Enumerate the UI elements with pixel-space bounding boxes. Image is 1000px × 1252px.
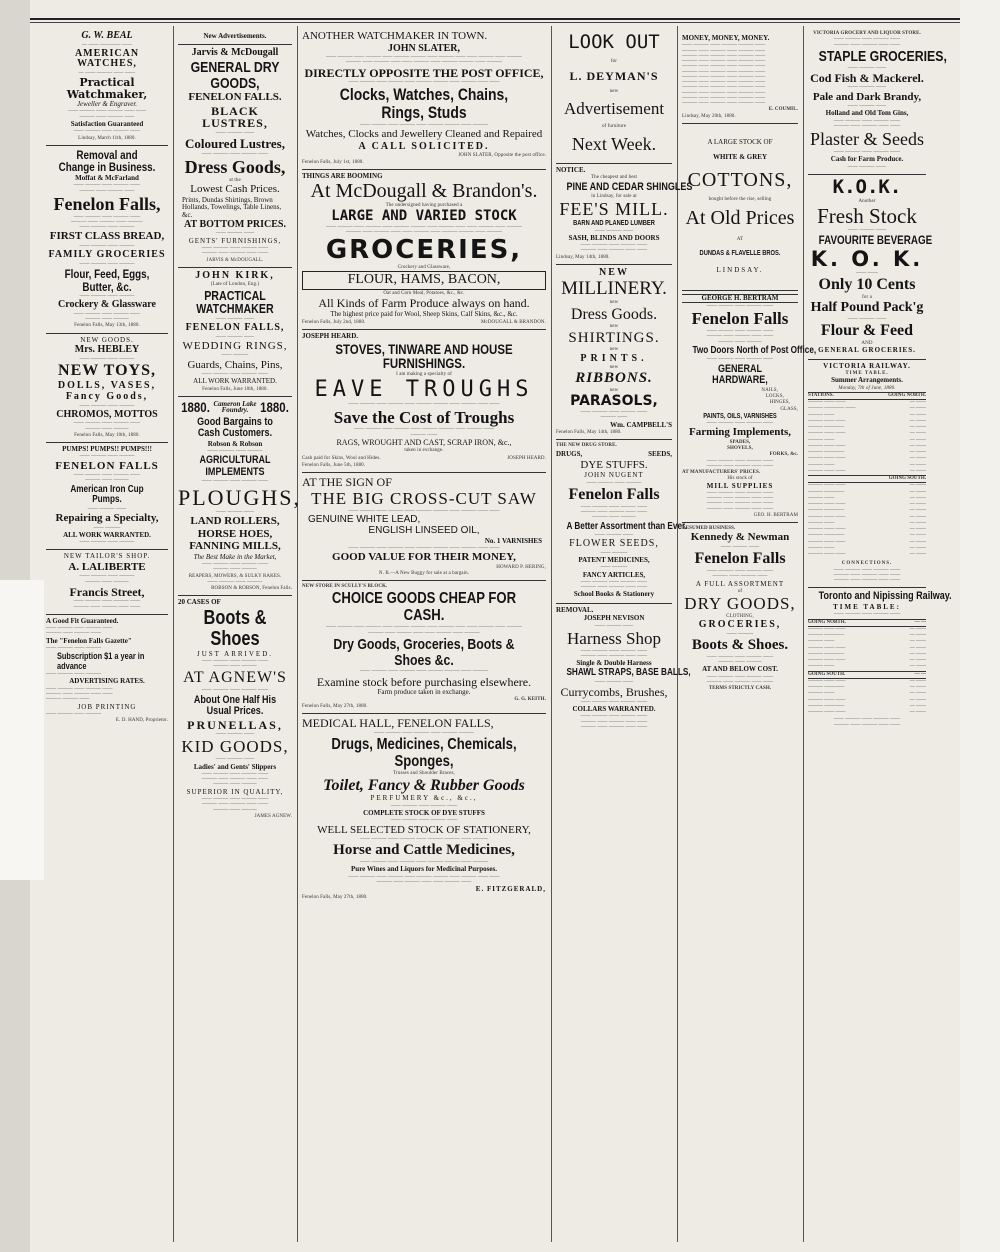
ad-line: SUPERIOR IN QUALITY, (186, 787, 284, 796)
ad-line: CONNECTIONS. (841, 561, 893, 567)
ad-line: FEE'S MILL. (559, 199, 669, 220)
ad-line: FIRST CLASS BREAD, (49, 230, 165, 243)
ad-line: DRY GOODS, (684, 594, 796, 614)
ad-line: E. D. HAND, Proprietor. (115, 718, 168, 724)
ad-line: MEDICAL HALL, FENELON FALLS, (302, 715, 494, 730)
ad-agnew-boots: 20 CASES OF Boots & Shoes JUST ARRIVED. —— ——— —— ——— —— ——— —— ——— AT AGNEW'S —— ——— —— ——— —— About One Half His Usual Prices. PRUNELLAS, —— ——— —— KID GOODS, —— ——— —— Ladies' and Gents' Slippers —— ——— —— ——— —— ——— —— ——— —— —— ——— —— ——— SUPERIOR IN QUALITY, —— ——— —— ——— —— ——— —— ——— —— —— ——— —— ——— JAMES AGNEW. (178, 598, 292, 819)
ad-line: VICTORIA RAILWAY. (823, 361, 911, 370)
ad-line: FAVOURITE BEVERAGE (818, 233, 933, 248)
ad-date: Fenelon Falls, May 27th, 1880. (302, 894, 368, 900)
ad-line: L. DEYMAN'S (569, 69, 659, 84)
ad-line: Dress Goods. (570, 305, 658, 323)
ad-line: MILL SUPPLIES (706, 481, 774, 490)
ad-line: JOSEPH NEVISON (583, 614, 645, 623)
ad-line: AT THE SIGN OF (302, 475, 392, 490)
ad-bertram-hardware: GEORGE H. BERTRAM —— ——— —— ——— —— Fenelon Falls —— ——— —— ——— —— ——— —— ——— —— —— ——— —— ——— Two Doors North of Post Office, —— ——— —— ——— —— GENERAL HARDWARE, NAILS, LOCKS, HINGES, GLASS, PAINTS, OILS, VARNISHES —— ——— —— ——— —— Farming Implements, SPADES, SHOVELS, FORKS, &c. —— ——— —— ——— —— ——— —— ——— —— —— AT MANUFACTURERS' PRICES. His stock of MILL SUPPLIES —— ——— —— ——— —— ——— —— ——— —— —— ——— —— ——— —— —— ——— —— ——— —— —— GEO. H. BERTRAM (682, 291, 798, 524)
ad-line: JOHN NUGENT (584, 471, 644, 480)
ad-line: Save the Cost of Troughs (333, 407, 515, 427)
ad-line: Farming Implements, (688, 426, 792, 439)
ad-line: The undersigned having purchased a (385, 203, 463, 209)
ad-line: GOOD VALUE FOR THEIR MONEY, (332, 551, 516, 564)
ad-line: AT BOTTOM PRICES. (184, 218, 286, 230)
ad-line: Fenelon Falls, (53, 193, 161, 214)
ad-line: K.O.K. (832, 175, 902, 198)
ad-line: PARASOLS, (570, 393, 658, 410)
ad-beal-watches: G. W. BEAL — —— ———— —— AMERICAN WATCHES, — —— ——— —— —— Practical Watchmaker, Jeweller & Engraver. —— ——— —— ——— —— —— ——— —— ——— —— Satisfaction Guaranteed —— ——— —— ——— —— Lindsay, March 11th, 1880. (46, 28, 168, 146)
column-4 (552, 28, 693, 1242)
ad-line: PERFUMERY &c., &c., (370, 794, 478, 803)
ad-keith-scully-block: NEW STORE IN SCULLY'S BLOCK. CHOICE GOODS CHEAP FOR CASH. —— ——— —— ——— —— ——— ——— —— ——— —— —— ——— —— ——— ——— —— ——— —— —— ——— —— ——— Dry Goods, Groceries, Boots & Shoes &c. —— ——— —— ——— —— ——— ——— —— ——— Examine stock before purchasing elsewhere. Farm produce taken in exchange. G. G. KEITH. Fenelon Falls, May 27th, 1880. (302, 581, 546, 714)
ad-line: Wm. CAMPBELL'S (610, 420, 672, 429)
ad-line: Boots & Shoes. (691, 637, 789, 654)
ad-line: PLOUGHS, (178, 484, 301, 510)
ad-line: CHROMOS, MOTTOS (56, 408, 158, 420)
ad-date: Fenelon Falls, May 13th, 1880. (74, 323, 140, 329)
ad-line: Toronto and Nipissing Railway. (818, 590, 952, 603)
ad-date: Fenelon Falls, May 14th, 1880. (556, 430, 622, 435)
ad-line: VICTORIA GROCERY AND LIQUOR STORE. (813, 31, 921, 36)
ad-line: K. O. K. (810, 247, 924, 272)
ad-joseph-heard: JOSEPH HEARD. STOVES, TINWARE AND HOUSE FURNISHINGS. I am making a specialty of EAVE TROUGHS —— ——— —— ——— —— ——— ——— —— ——— —— —— Save the Cost of Troughs —— ——— —— ——— —— ——— ——— —— ——— —— ——— —— RAGS, WROUGHT AND CAST, SCRAP IRON, &c., taken in exchange. Cash paid for Skins, Wool and Hides. JOSEPH HEARD. Fenelon Falls, June 5th, 1880. (302, 330, 546, 473)
ad-jarvis-mcdougall: Jarvis & McDougall GENERAL DRY GOODS, FENELON FALLS. BLACK LUSTRES, —— ——— —— Coloured Lustres, —— ——— —— ——— —— Dress Goods, at the Lowest Cash Prices. Prints, Dundas Shirtings, Brown Hollands, Towelings, Table Linens, &c. AT BOTTOM PRICES. —— ——— —— GENTS' FURNISHINGS, —— ——— —— ——— —— ——— —— ——— —— —— JARVIS & McDOUGALL. (178, 45, 292, 267)
ad-line: JOSEPH HEARD. (302, 332, 359, 341)
ad-line: PINE AND CEDAR SHINGLES (566, 180, 693, 193)
ad-line: FENELON FALLS, (185, 322, 285, 334)
ad-line: ALL WORK WARRANTED. (193, 377, 277, 386)
ad-line: bought before the rise, selling (708, 196, 772, 202)
ad-line: FORKS, &c. (769, 452, 798, 458)
railway-timetable: STATIONS. GOING NORTH. ——— —— —— — —— ——— ———— —— — —— ——— —— — —— ——— —— —— — —— ——— ———— — —— ——— —— —— — —— ——— —— — —— ——— —— —— — —— ——— ———— — —— ——— —— —— — —— ——— —— — —— ——— —— —— — —— GOING SOUTH. ——— —— —— — —— ——— ———— — —— ——— —— — —— ——— —— —— — —— ——— ———— — —— ——— —— —— — —— ——— —— — —— ——— —— —— — —— ——— ———— — —— ——— —— —— — —— ——— —— — —— ——— —— —— — —— (808, 392, 926, 558)
ad-line: AT AGNEW'S (183, 669, 287, 687)
ad-line: The cheapest and best (590, 175, 638, 181)
ad-line: HOWARD P. HERING, (496, 564, 546, 570)
ad-line: Fancy Goods, (65, 391, 149, 403)
ad-line: Ladies' and Gents' Slippers (193, 762, 277, 771)
ad-line: of furniture (601, 123, 627, 129)
ad-line: REMOVAL. (556, 605, 594, 614)
ad-line: CHOICE GOODS CHEAP FOR CASH. (331, 589, 517, 624)
ad-line: ANOTHER WATCHMAKER IN TOWN. (302, 30, 488, 42)
ad-line: The highest price paid for Wool, Sheep Skins, Calf Skins, &c., &c. (330, 309, 518, 318)
ad-line: DOLLS, VASES, (57, 379, 157, 391)
ad-line: THE NEW DRUG STORE. (556, 443, 617, 449)
ad-line: AT (736, 236, 744, 242)
ad-line: DUNDAS & FLAVELLE BROS. (699, 250, 781, 258)
ad-line: GEORGE H. BERTRAM (682, 294, 798, 303)
ad-line: LARGE AND VARIED STOCK (331, 208, 517, 225)
ad-line: Holland and Old Tom Gins, (825, 109, 909, 118)
going-north-header: GOING NORTH. (808, 619, 846, 625)
ad-line: GENERAL DRY GOODS, (190, 58, 280, 92)
ad-date: Fenelon Falls, May 27th, 1880. (302, 703, 368, 709)
ad-date: Fenelon Falls, June 5th, 1880. (302, 462, 366, 468)
ad-date: Lindsay, March 11th, 1880. (78, 135, 136, 141)
ad-line: At Old Prices (685, 206, 795, 229)
ad-line: COMPLETE STOCK OF DYE STUFFS (363, 809, 485, 818)
ad-line: WHITE & GREY (712, 153, 768, 162)
ad-line: Coloured Lustres, (185, 136, 285, 152)
ad-line: LOCKS, (765, 394, 784, 399)
ad-line: Practical Watchmaker, (66, 76, 148, 101)
ad-line: Two Doors North of Post Office, (692, 344, 817, 356)
ad-line: Good Bargains to Cash Customers. (197, 415, 273, 440)
ad-line: The "Fenelon Falls Gazette" (46, 636, 132, 645)
ad-line: JOHN SLATER, (387, 42, 461, 54)
ad-heading: NEW TAILOR'S SHOP. (63, 552, 151, 561)
ad-line: Robson & Robson (207, 439, 263, 448)
ad-line: CLOTHING, (726, 614, 754, 620)
ad-line: Dress Goods, (184, 157, 286, 178)
ad-line: taken in exchange. (404, 448, 444, 454)
ad-line: FLOUR, HAMS, BACON, (302, 271, 546, 290)
ad-line: WELL SELECTED STOCK OF STATIONERY, (317, 823, 531, 836)
ad-line: Cod Fish & Mackerel. (810, 70, 924, 85)
ad-line: Crockery and Glassware, (397, 264, 451, 270)
ad-line: Dry Goods, Groceries, Boots & Shoes &c. (333, 635, 515, 669)
top-rule-thin (30, 22, 970, 23)
ad-pumps: PUMPS! PUMPS!! PUMPS!!! —— ——— —— ——— FENELON FALLS —— ——— —— ——— —— ——— —— ——— American Iron Cup Pumps. —— ——— —— Repairing a Specialty, —— ——— ALL WORK WARRANTED. —— ——— —— ——— (46, 443, 168, 550)
ad-fees-mill: NOTICE. The cheapest and best PINE AND CEDAR SHINGLES in Lindsay, for sale at FEE'S MILL. BARN AND PLANED LUMBER —— ——— —— SASH, BLINDS AND DOORS —— ——— —— ——— —— ——— —— ——— —— —— Lindsay, May 14th, 1880. (556, 164, 672, 265)
ad-line: A FULL ASSORTMENT (695, 579, 785, 588)
ad-line: COTTONS, (687, 168, 793, 191)
ad-laliberte-tailor: NEW TAILOR'S SHOP. A. LALIBERTE —— ——— —— ——— ——— —— ——— Francis Street, —— ——— —— ——— —— ——— —— ——— —— —— (46, 550, 168, 614)
ad-line: Flour & Feed (820, 322, 914, 340)
nipissing-timetable: GOING NORTH. — — ——— —— —— — —— ——— ———— — —— ——— —— — —— ——— —— —— — —— ——— ———— — —— ——— —— —— — —— ——— —— — —— GOING SOUTH. — — ——— —— —— — —— ——— ———— — —— ——— —— — —— ——— —— —— — —— ——— ———— — —— ——— —— —— — —— (808, 619, 926, 716)
ad-line: Plaster & Seeds (810, 129, 924, 150)
ad-line: JAMES AGNEW. (254, 813, 292, 819)
ad-line: Only 10 Cents (818, 276, 916, 294)
ad-line: A Better Assortment than Ever. (566, 520, 688, 532)
top-rule (30, 18, 970, 20)
ad-line: Farm produce taken in exchange. (377, 688, 471, 697)
ad-line: NOTICE. (556, 166, 586, 175)
ad-line: Fresh Stock (817, 204, 917, 229)
ad-line: SHIRTINGS. (568, 329, 660, 346)
ad-line: ALL WORK WARRANTED. (63, 530, 151, 539)
ad-line: ADVERTISING RATES. (69, 677, 145, 686)
ad-line: PRACTICAL WATCHMAKER (196, 287, 274, 317)
ad-line: JARVIS & McDOUGALL. (206, 257, 264, 263)
ad-line: ENGLISH LINSEED OIL, (368, 525, 480, 537)
ad-line: E. FITZGERALD, (475, 885, 546, 894)
ad-date: Lindsay, May 20th, 1880. (682, 113, 736, 119)
ad-line: About One Half His Usual Prices. (193, 693, 277, 718)
ad-line: GENTS' FURNISHINGS, (188, 236, 282, 245)
ad-heading: G. W. BEAL (81, 30, 133, 41)
ad-line: BARN AND PLANED LUMBER (573, 220, 655, 228)
ad-line: SPADES, (729, 439, 751, 445)
ad-date: Fenelon Falls, June 10th, 1880. (202, 386, 268, 392)
ad-line: MONEY, MONEY, MONEY. (682, 34, 770, 42)
ad-line: FANCY ARTICLES, (582, 570, 646, 579)
ad-line: JOHN SLATER, Opposite the post office. (458, 153, 546, 159)
ad-kok-beverage: K.O.K. Another Fresh Stock —— ——— —— FAVOURITE BEVERAGE K. O. K. —— —— Only 10 Cents for a Half Pound Pack'g —— ——— —— Flour & Feed AND GENERAL GROCERIES. (808, 175, 926, 360)
ad-line: DYE STUFFS. (580, 458, 648, 471)
ad-line: PAINTS, OILS, VARNISHES (703, 412, 777, 420)
ad-line: Guards, Chains, Pins, (187, 358, 283, 371)
ad-kennedy-newman: RESUMED BUSINESS. Kennedy & Newman —— ——— —— Fenelon Falls —— ——— —— ——— —— ——— —— ——— —— A FULL ASSORTMENT of DRY GOODS, CLOTHING, GROCERIES, —— ——— Boots & Shoes. —— ——— —— ——— —— ——— —— ——— AT AND BELOW COST. —— ——— —— ——— —— ——— —— ——— —— —— TERMS STRICTLY CASH. (682, 523, 798, 695)
ad-line: TIME TABLE. (845, 371, 889, 377)
ad-line: FANNING MILLS, (189, 540, 281, 553)
ad-line: GROCERIES, (325, 234, 523, 265)
ad-line: A. LALIBERTE (68, 560, 146, 573)
ad-line: COLLARS WARRANTED. (572, 705, 656, 714)
ad-line: A Good Fit Guaranteed. (46, 616, 119, 625)
ad-line: SHAWL STRAPS, BASE BALLS, (566, 667, 691, 679)
ad-line: NEW STORE IN SCULLY'S BLOCK. (302, 584, 388, 590)
ad-line: 20 CASES OF (178, 598, 221, 607)
ad-dundas-flavelle (682, 124, 798, 291)
ad-line: Jeweller & Engraver. (76, 100, 138, 109)
ad-line: ROBSON & ROBSON, Fenelon Falls. (211, 586, 292, 592)
ad-line: NAILS, (761, 387, 778, 393)
ad-line: Horse and Cattle Medicines, (333, 842, 515, 859)
ad-line: Currycombs, Brushes, (560, 685, 668, 700)
column-3 (298, 28, 550, 1242)
ad-line: Clocks, Watches, Chains, Rings, Studs (339, 85, 509, 123)
ad-line: WEDDING RINGS, (182, 339, 288, 352)
ad-line: TERMS STRICTLY CASH. (708, 686, 772, 692)
ad-moffat-mcfarland: Removal and Change in Business. Moffat & McFarland —— ——— —— ——— —— ——— —— ——— —— Fenelon Falls, —— ——— —— ——— —— ——— —— ——— —— ——— —— ——— —— ——— FIRST CLASS BREAD, —— ——— —— ——— FAMILY GROCERIES —— ——— —— ——— Flour, Feed, Eggs, Butter, &c. —— ——— —— ——— Crockery & Glassware —— ——— —— ——— —— ——— —— ——— Fenelon Falls, May 13th, 1880. (46, 146, 168, 334)
ad-campbell-millinery: NEW MILLINERY. new Dress Goods. new SHIRTINGS. new PRINTS. new RIBBONS. new PARASOLS, —— ——— —— ——— —— ——— —— Wm. CAMPBELL'S Fenelon Falls, May 14th, 1880. (556, 265, 672, 440)
ad-line: Drugs, Medicines, Chemicals, Sponges, (331, 735, 517, 770)
ad-line: JUST ARRIVED. (196, 649, 274, 658)
ad-line: DRUGS, (556, 449, 583, 458)
ad-line: G. G. KEITH. (514, 697, 546, 703)
ad-line: No. 1 VARNISHES (484, 536, 542, 545)
ad-line: REAPERS, MOWERS, & SULKY RAKES. (188, 573, 282, 579)
ad-line: Monday, 7th of June, 1880. (838, 385, 896, 391)
ad-line: Fenelon Falls (694, 550, 786, 568)
ad-date: Fenelon Falls, May 10th, 1880. (74, 432, 140, 438)
ad-line: BLACK LUSTRES, (202, 103, 268, 131)
ad-line: AMERICAN WATCHES, (74, 47, 140, 70)
ad-line: Prints, Dundas Shirtings, Brown Hollands, Towelings, Table Linens, &c. (182, 195, 282, 219)
ad-line: Boots & Shoes (203, 606, 267, 650)
ad-line: GROCERIES, (698, 619, 782, 631)
ad-line: Lowest Cash Prices. (190, 183, 280, 196)
ad-line: Harness Shop (567, 628, 661, 648)
ad-nugent-drug-store: THE NEW DRUG STORE. DRUGS, SEEDS, DYE STUFFS. JOHN NUGENT —— ——— —— ——— Fenelon Falls —— ——— —— ——— —— ——— —— ——— —— —— ——— —— ——— A Better Assortment than Ever. —— ——— —— FLOWER SEEDS, —— ——— PATENT MEDICINES, —— ——— FANCY ARTICLES, —— ——— —— ——— —— ——— —— ——— —— —— School Books & Stationery (556, 440, 672, 604)
ad-line: DIRECTLY OPPOSITE THE POST OFFICE, (304, 65, 544, 80)
ad-line: GENERAL HARDWARE, (712, 362, 768, 387)
ad-line: THINGS ARE BOOMING (302, 171, 383, 180)
ad-line: Pure Wines and Liquors for Medicinal Purposes. (351, 865, 497, 874)
ad-victoria-grocery: VICTORIA GROCERY AND LIQUOR STORE. —— ——— —— ——— —— ——— —— ——— —— —— STAPLE GROCERIES, —— ——— —— Cod Fish & Mackerel. —— ——— —— Pale and Dark Brandy, —— ——— —— Holland and Old Tom Gins, —— ——— —— ——— —— ——— —— ——— —— —— Plaster & Seeds —— ——— —— ——— —— Cash for Farm Produce. —— ——— —— (808, 28, 926, 175)
going-south-header: GOING SOUTH. (888, 476, 926, 482)
ad-deyman-look-out (556, 28, 672, 164)
ad-line: RAGS, WROUGHT AND CAST, SCRAP IRON, &c., (336, 437, 512, 447)
ad-line: Cash paid for Skins, Wool and Hides. (302, 455, 381, 461)
ad-line: I am making a specialty of (396, 372, 452, 378)
ad-line: LINDSAY. (716, 266, 764, 275)
ad-line: Flour, Feed, Eggs, Butter, &c. (64, 267, 150, 294)
ad-line: Advertisement (563, 99, 665, 119)
ad-line: Trusses and Shoulder Braces, (393, 771, 455, 777)
ad-hebley-toys: NEW GOODS. Mrs. HEBLEY —— ——— —— ——— NEW TOYS, DOLLS, VASES, Fancy Goods, —— ——— —— ——— CHROMOS, MOTTOS —— ——— —— ——— —— ——— —— ——— Fenelon Falls, May 10th, 1880. (46, 334, 168, 443)
ad-line: FLOWER SEEDS, (569, 538, 659, 550)
ad-line: THE BIG CROSS-CUT SAW (311, 488, 537, 508)
ad-line: Moffat & McFarland (75, 173, 139, 182)
ad-line: GENUINE WHITE LEAD, (308, 513, 421, 525)
ad-medical-hall: MEDICAL HALL, FENELON FALLS, —— ——— —— ——— —— ——— ——— Drugs, Medicines, Chemicals, Sponges, Trusses and Shoulder Braces, Toilet, Fancy & Rubber Goods PERFUMERY &c., &c., —— ——— —— ——— —— COMPLETE STOCK OF DYE STUFFS —— ——— —— ——— —— WELL SELECTED STOCK OF STATIONERY, —— ——— —— ——— —— ——— ——— —— ——— Horse and Cattle Medicines, —— ——— —— ——— —— ——— ——— —— ——— Pure Wines and Liquors for Medicinal Purposes. —— ——— —— ——— —— ——— ——— —— ——— —— —— ——— —— ——— —— —— ——— —— E. FITZGERALD, Fenelon Falls, May 27th, 1880. (302, 715, 546, 900)
ad-line: Cash for Farm Produce. (830, 155, 904, 164)
ad-line: At McDougall & Brandon's. (310, 180, 538, 203)
ad-heading: PUMPS! PUMPS!! PUMPS!!! (62, 445, 152, 454)
ad-line: Jarvis & McDougall (191, 47, 279, 59)
ad-date: Lindsay, May 14th, 1880. (556, 254, 610, 260)
going-south-header: GOING SOUTH. (808, 671, 846, 677)
going-north-header: GOING NORTH. (888, 392, 926, 398)
ad-line: Summer Arrangements. (831, 376, 903, 385)
ad-line: School Books & Stationery (573, 590, 655, 599)
ad-line: Another (858, 198, 876, 204)
ad-line: TIME TABLE: (833, 602, 901, 611)
ad-line: PRUNELLAS, (187, 717, 283, 732)
ad-line: Fenelon Falls (568, 485, 660, 503)
ad-line: new (609, 88, 619, 94)
ad-cameron-lake-foundry: 1880. Cameron Lake Foundry. 1880. Good Bargains to Cash Customers. Robson & Robson —— ——— —— ——— AGRICULTURAL IMPLEMENTS —— ——— —— ——— —— PLOUGHS, —— ——— —— LAND ROLLERS, HORSE HOES, FANNING MILLS, The Best Make in the Market, —— ——— —— ——— —— ——— —— ——— REAPERS, MOWERS, & SULKY RAKES. —— ——— —— ——— ROBSON & ROBSON, Fenelon Falls. (178, 397, 292, 596)
ad-line: SASH, BLINDS AND DOORS (568, 233, 660, 242)
ad-line: in Lindsay, for sale at (591, 194, 637, 200)
ad-line: 1880. (181, 399, 210, 415)
ad-line: N. B.—A New Buggy for sale at a bargain. (378, 571, 470, 577)
ad-line: KID GOODS, (181, 737, 289, 757)
ad-line: Repairing a Specialty, (55, 511, 159, 524)
paper-tear (0, 580, 44, 880)
ad-line: AT AND BELOW COST. (702, 665, 778, 674)
ad-nevison-harness: REMOVAL. JOSEPH NEVISON —— ——— —— Harness Shop —— ——— —— ——— —— ——— —— ——— —— —— Single & Double Harness SHAWL STRAPS, BASE BALLS, —— ——— —— Currycombs, Brushes, —— ——— —— ——— —— COLLARS WARRANTED. —— ——— —— ——— —— ——— —— ——— —— —— ——— —— ——— —— —— (556, 605, 691, 730)
ad-line: Fenelon Falls (691, 309, 789, 329)
ad-heading: Removal and Change in Business. (58, 147, 156, 175)
ad-line: RIBBONS. (575, 370, 653, 387)
ad-line: STOVES, TINWARE AND HOUSE FURNISHINGS. (335, 340, 513, 372)
ad-line: 1880. (260, 399, 289, 415)
ad-line: EAVE TROUGHS (314, 377, 534, 403)
column-5 (678, 28, 817, 1242)
ad-line: Examine stock before purchasing elsewhere. (316, 674, 532, 689)
ad-line: Toilet, Fancy & Rubber Goods (323, 776, 525, 794)
ad-line: Oat and Corn Meal, Potatoes, &c., &c. (383, 290, 465, 296)
ad-line: GLASS, (780, 406, 798, 412)
ad-line: Mrs. HEBLEY (74, 344, 140, 356)
ad-big-crosscut-saw: AT THE SIGN OF THE BIG CROSS-CUT SAW —— ——— —— ——— —— ——— ——— —— ——— —— —— GENUINE WHITE LEAD, ENGLISH LINSEED OIL, No. 1 VARNISHES —— ——— —— ——— —— ——— ——— —— ——— —— —— GOOD VALUE FOR THEIR MONEY, HOWARD P. HERING, N. B.—A New Buggy for sale at a bargain. (302, 473, 546, 581)
stations-header: STATIONS. (808, 392, 834, 398)
ad-john-kirk: JOHN KIRK, (Late of London, Eng.) PRACTICAL WATCHMAKER —— ——— —— FENELON FALLS, —— ——— —— WEDDING RINGS, —— ——— Guards, Chains, Pins, —— ——— —— ——— —— ALL WORK WARRANTED. Fenelon Falls, June 10th, 1880. (178, 268, 292, 397)
ad-line: Pale and Dark Brandy, (812, 90, 922, 103)
ad-date: Fenelon Falls, July 2nd, 1880. (302, 320, 366, 326)
ad-line: Half Pound Pack'g (810, 300, 924, 316)
ad-coumil-money: MONEY, MONEY, MONEY. —— ——— —— ——— ——— —— ——— —— ——— —— ——— —— ——— —— ——— —— ——— —— ——— —— ——— —— ——— —— ——— —— ——— —— ——— —— ——— —— ——— —— ——— —— ——— —— ——— —— ——— —— ——— —— ——— —— ——— —— ——— —— ——— —— ——— —— ——— —— ——— —— ——— —— ——— —— ——— —— ——— —— ——— —— ——— —— ——— —— E. COUMIL. Lindsay, May 20th, 1880. (682, 28, 798, 124)
ad-line: HINGES, (769, 400, 790, 406)
ad-gazette-terms: A Good Fit Guaranteed. —— ——— —— ——— —— ——— —— ——— —— The "Fenelon Falls Gazette" —— ——— —— ——— Subscription $1 a year in advance —— ——— —— ——— ADVERTISING RATES. —— ——— —— ——— —— ——— —— ——— —— —— ——— ——— —— JOB PRINTING —— ——— —— ——— E. D. HAND, Proprietor. (46, 616, 168, 724)
ad-line: A CALL SOLICITED. (358, 140, 490, 152)
ad-line: RESUMED BUSINESS. (682, 526, 736, 532)
ad-line: All Kinds of Farm Produce always on hand. (318, 296, 530, 311)
ad-line: GEO. H. BERTRAM (753, 512, 798, 518)
ad-line: Satisfaction Guaranteed (70, 119, 144, 128)
ad-line: (Late of London, Eng.) (210, 282, 260, 288)
new-advertisements-heading: New Advertisements. (203, 32, 267, 40)
ad-line: E. COUMIL. (768, 107, 798, 113)
ad-line: LOOK OUT (568, 31, 660, 53)
ad-line: NEW (599, 266, 629, 278)
ad-line: AGRICULTURAL IMPLEMENTS (199, 454, 271, 478)
ad-line: PRINTS. (580, 352, 648, 364)
ad-line: JOB PRINTING (77, 702, 137, 711)
column-6 (804, 28, 952, 1242)
ad-line: GENERAL GROCERIES. (818, 346, 916, 355)
ad-line: for (610, 58, 618, 64)
ad-line: FENELON FALLS. (188, 91, 282, 104)
ad-line: STAPLE GROCERIES, (818, 47, 947, 65)
ad-line: Crockery & Glassware (58, 299, 156, 311)
ad-line: Kennedy & Newman (690, 531, 790, 544)
ad-line: Next Week. (571, 134, 657, 155)
ad-line: JOHN KIRK, (195, 269, 275, 281)
column-2 (174, 28, 301, 1242)
ad-date: Fenelon Falls, July 1st, 1880. (302, 159, 364, 165)
section-heading (178, 28, 292, 45)
ad-line: NEW TOYS, (58, 361, 156, 379)
ad-line: Francis Street, (69, 584, 145, 599)
ad-line: HORSE HOES, (197, 527, 273, 540)
ad-line: FAMILY GROCERIES (48, 249, 166, 261)
ad-mcdougall-brandon: THINGS ARE BOOMING At McDougall & Brandon's. The undersigned having purchased a LARGE AND VARIED STOCK —— ——— —— ——— —— ——— ——— —— ——— —— —— ——— —— ——— ——— —— ——— —— —— ——— —— ——— ——— —— ——— GROCERIES, Crockery and Glassware, FLOUR, HAMS, BACON, Oat and Corn Meal, Potatoes, &c., &c. All Kinds of Farm Produce always on hand. The highest price paid for Wool, Sheep Skins, Calf Skins, &c., &c. Fenelon Falls, July 2nd, 1880. McDOUGALL & BRANDON. (302, 170, 546, 330)
ad-line: LAND ROLLERS, (190, 515, 280, 528)
column-1 (42, 28, 172, 1242)
ad-line: Watches, Clocks and Jewellery Cleaned and Repaired (305, 128, 543, 141)
ad-line: The Best Make in the Market, (193, 552, 277, 561)
ad-line: MILLINERY. (561, 278, 667, 300)
ad-line: A LARGE STOCK OF (707, 137, 773, 146)
ad-victoria-railway: VICTORIA RAILWAY. TIME TABLE. Summer Arrangements. Monday, 7th of June, 1880. STATIONS. GOING NORTH. ——— —— —— — —— ——— ———— —— — —— ——— —— — —— ——— —— —— — —— ——— ———— — —— ——— —— —— — —— ——— —— — —— ——— —— —— — —— ——— ———— — —— ——— —— —— — —— ——— —— — —— ——— —— —— — —— GOING SOUTH. ——— —— —— — —— ——— ———— — —— ——— —— — —— ——— —— —— — —— ——— ———— — —— ——— —— —— — —— ——— —— — —— ——— —— —— — —— ——— ———— — —— ——— —— —— — —— ——— —— — —— ——— —— —— — —— CONNECTIONS. —— ——— —— ——— —— ——— —— ——— —— —— ——— —— ——— —— —— (808, 360, 926, 589)
ad-line: FENELON FALLS (55, 459, 159, 472)
ad-line: Cameron Lake Foundry. (213, 399, 257, 415)
ad-line: JOSEPH HEARD. (507, 455, 546, 461)
ad-line: Subscription $1 a year in advance (56, 651, 145, 671)
ad-heading: NEW GOODS. (80, 335, 134, 344)
ad-toronto-nipissing: Toronto and Nipissing Railway. TIME TABLE: —— ——— —— ——— —— GOING NORTH. — — ——— —— —— — —— ——— ———— — —— ——— —— — —— ——— —— —— — —— ——— ———— — —— ——— —— —— — —— ——— —— — —— GOING SOUTH. — — ——— —— —— — —— ——— ———— — —— ——— —— — —— ——— —— —— — —— ——— ———— — —— ——— —— —— — —— —— ——— —— ——— —— ——— —— ——— —— —— (808, 590, 952, 728)
ad-line: SEEDS, (648, 449, 672, 458)
ad-line: American Iron Cup Pumps. (70, 483, 144, 506)
page-margin-right (960, 0, 1000, 1252)
ad-line: SHOVELS, (727, 446, 753, 452)
ad-line: AT MANUFACTURERS' PRICES. (682, 470, 761, 476)
ad-line: McDOUGALL & BRANDON. (480, 320, 546, 326)
ad-line: PATENT MEDICINES, (578, 556, 650, 565)
ad-john-slater: ANOTHER WATCHMAKER IN TOWN. JOHN SLATER, —— ——— —— ——— —— ——— ——— —— ——— —— —— ——— —— ——— ——— —— ——— —— —— ——— —— ——— ——— —— ——— DIRECTLY OPPOSITE THE POST OFFICE, —— ——— —— ——— —— ——— ——— —— ——— —— —— Clocks, Watches, Chains, Rings, Studs —— ——— —— ——— —— ——— ——— —— ——— Watches, Clocks and Jewellery Cleaned and Repaired A CALL SOLICITED. JOHN SLATER, Opposite the post office. Fenelon Falls, July 1st, 1880. (302, 28, 546, 170)
ad-line: Single & Double Harness (576, 659, 652, 668)
